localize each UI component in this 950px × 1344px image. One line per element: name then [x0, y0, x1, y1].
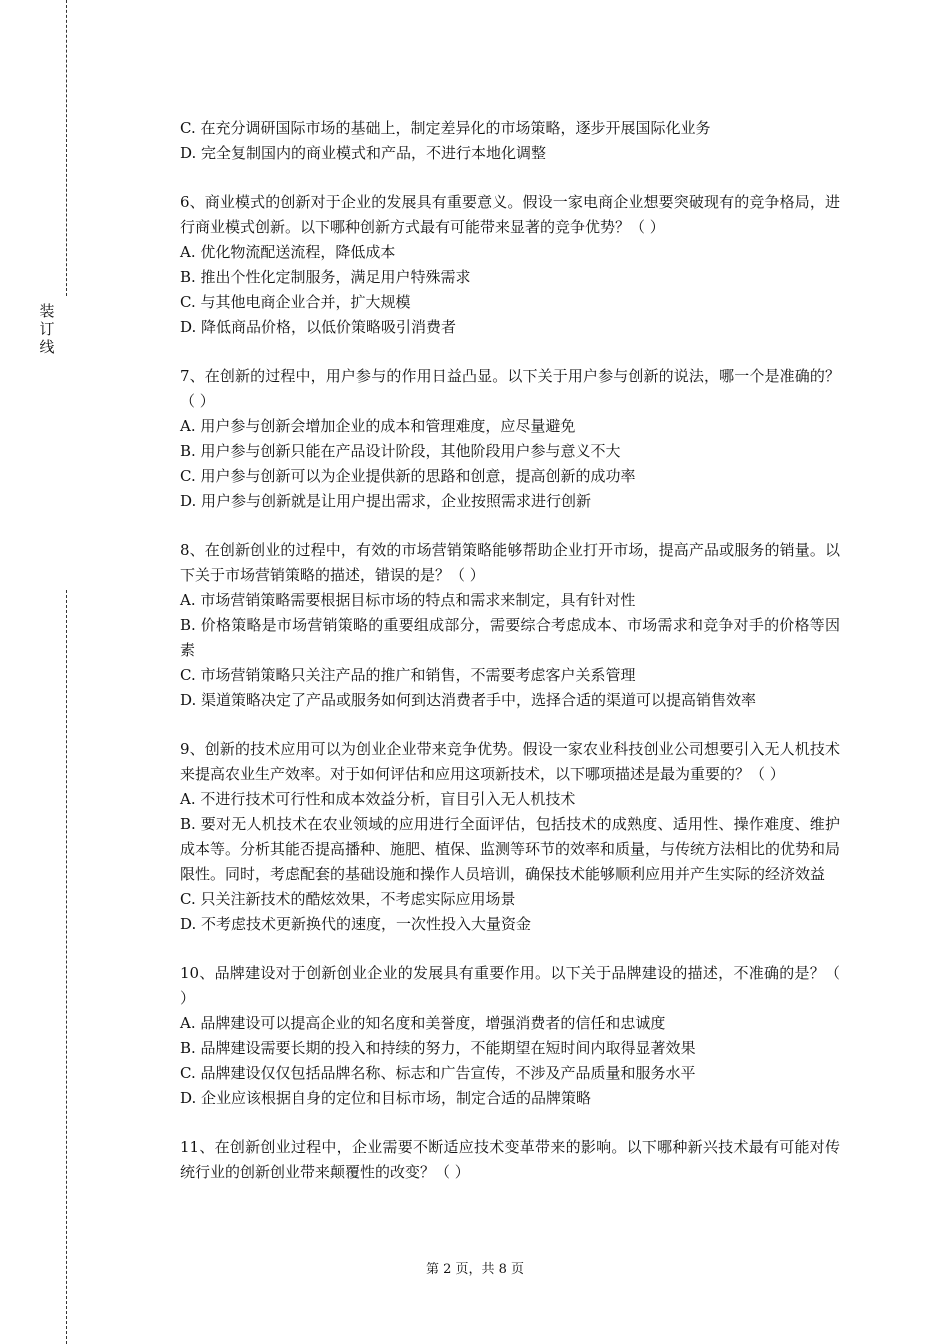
binding-label-char: 线 [39, 338, 55, 356]
binding-label-char: 订 [39, 320, 55, 338]
question-block [180, 538, 840, 713]
answer-option: B. 用户参与创新只能在产品设计阶段，其他阶段用户参与意义不大 [180, 442, 621, 460]
answer-option: B. 推出个性化定制服务，满足用户特殊需求 [180, 268, 471, 286]
question-block [180, 190, 840, 340]
page-footer: 第 2 页，共 8 页 [425, 1262, 525, 1277]
answer-option: C. 品牌建设仅仅包括品牌名称、标志和广告宣传，不涉及产品质量和服务水平 [180, 1064, 696, 1082]
question-list [180, 116, 840, 1185]
answer-option: A. 用户参与创新会增加企业的成本和管理难度，应尽量避免 [180, 417, 576, 435]
answer-option: D. 渠道策略决定了产品或服务如何到达消费者手中，选择合适的渠道可以提高销售效率 [180, 691, 757, 709]
question-block [180, 1135, 840, 1185]
answer-option: D. 企业应该根据自身的定位和目标市场，制定合适的品牌策略 [180, 1089, 592, 1107]
answer-option: A. 市场营销策略需要根据目标市场的特点和需求来制定，具有针对性 [180, 591, 636, 609]
question-stem: 9、创新的技术应用可以为创业企业带来竞争优势。假设一家农业科技创业公司想要引入无人机技术来提高农业生产效率。对于如何评估和应用这项新技术，以下哪项描述是最为重要的？（ ） [180, 740, 840, 783]
question-stem: 11、在创新创业过程中，企业需要不断适应技术变革带来的影响。以下哪种新兴技术最有可能对传统行业的创新创业带来颠覆性的改变？（ ） [180, 1138, 840, 1181]
answer-option: D. 不考虑技术更新换代的速度，一次性投入大量资金 [180, 915, 532, 933]
answer-option: B. 要对无人机技术在农业领域的应用进行全面评估，包括技术的成熟度、适用性、操作难度、维护成本等。分析其能否提高播种、施肥、植保、监测等环节的效率和质量，与传统方法相比的优势和局限性。同时，考虑配套的基础设施和操作人员培训，确保技术能够顺利应用并产生实际的经济效益 [180, 815, 841, 883]
question-block [180, 116, 840, 166]
answer-option: A. 品牌建设可以提高企业的知名度和美誉度，增强消费者的信任和忠诚度 [180, 1014, 666, 1032]
answer-option: C. 市场营销策略只关注产品的推广和销售，不需要考虑客户关系管理 [180, 666, 636, 684]
answer-option: B. 品牌建设需要长期的投入和持续的努力，不能期望在短时间内取得显著效果 [180, 1039, 696, 1057]
answer-option: D. 完全复制国内的商业模式和产品，不进行本地化调整 [180, 144, 547, 162]
answer-option: D. 用户参与创新就是让用户提出需求，企业按照需求进行创新 [180, 492, 592, 510]
answer-option: B. 价格策略是市场营销策略的重要组成部分，需要综合考虑成本、市场需求和竞争对手的价格等因素 [180, 616, 840, 659]
question-block [180, 961, 840, 1111]
question-stem: 7、在创新的过程中，用户参与的作用日益凸显。以下关于用户参与创新的说法，哪一个是准确的？（ ） [180, 367, 840, 410]
answer-option: C. 用户参与创新可以为企业提供新的思路和创意，提高创新的成功率 [180, 467, 636, 485]
answer-option: A. 优化物流配送流程，降低成本 [180, 243, 396, 261]
question-block [180, 737, 840, 937]
answer-option: C. 只关注新技术的酷炫效果，不考虑实际应用场景 [180, 890, 516, 908]
binding-line-top [66, 0, 67, 296]
answer-option: A. 不进行技术可行性和成本效益分析，盲目引入无人机技术 [180, 790, 576, 808]
question-stem: 6、商业模式的创新对于企业的发展具有重要意义。假设一家电商企业想要突破现有的竞争格局，进行商业模式创新。以下哪种创新方式最有可能带来显著的竞争优势？（ ） [180, 193, 840, 236]
binding-line-label [37, 302, 57, 356]
answer-option: D. 降低商品价格，以低价策略吸引消费者 [180, 318, 457, 336]
answer-option: C. 与其他电商企业合并，扩大规模 [180, 293, 411, 311]
binding-label-char: 装 [39, 302, 55, 320]
question-block [180, 364, 840, 514]
binding-line-bottom [66, 590, 67, 1344]
question-stem: 10、品牌建设对于创新创业企业的发展具有重要作用。以下关于品牌建设的描述，不准确的是？（ ） [180, 964, 840, 1007]
answer-option: C. 在充分调研国际市场的基础上，制定差异化的市场策略，逐步开展国际化业务 [180, 119, 711, 137]
question-stem: 8、在创新创业的过程中，有效的市场营销策略能够帮助企业打开市场，提高产品或服务的销量。以下关于市场营销策略的描述，错误的是？（ ） [180, 541, 840, 584]
